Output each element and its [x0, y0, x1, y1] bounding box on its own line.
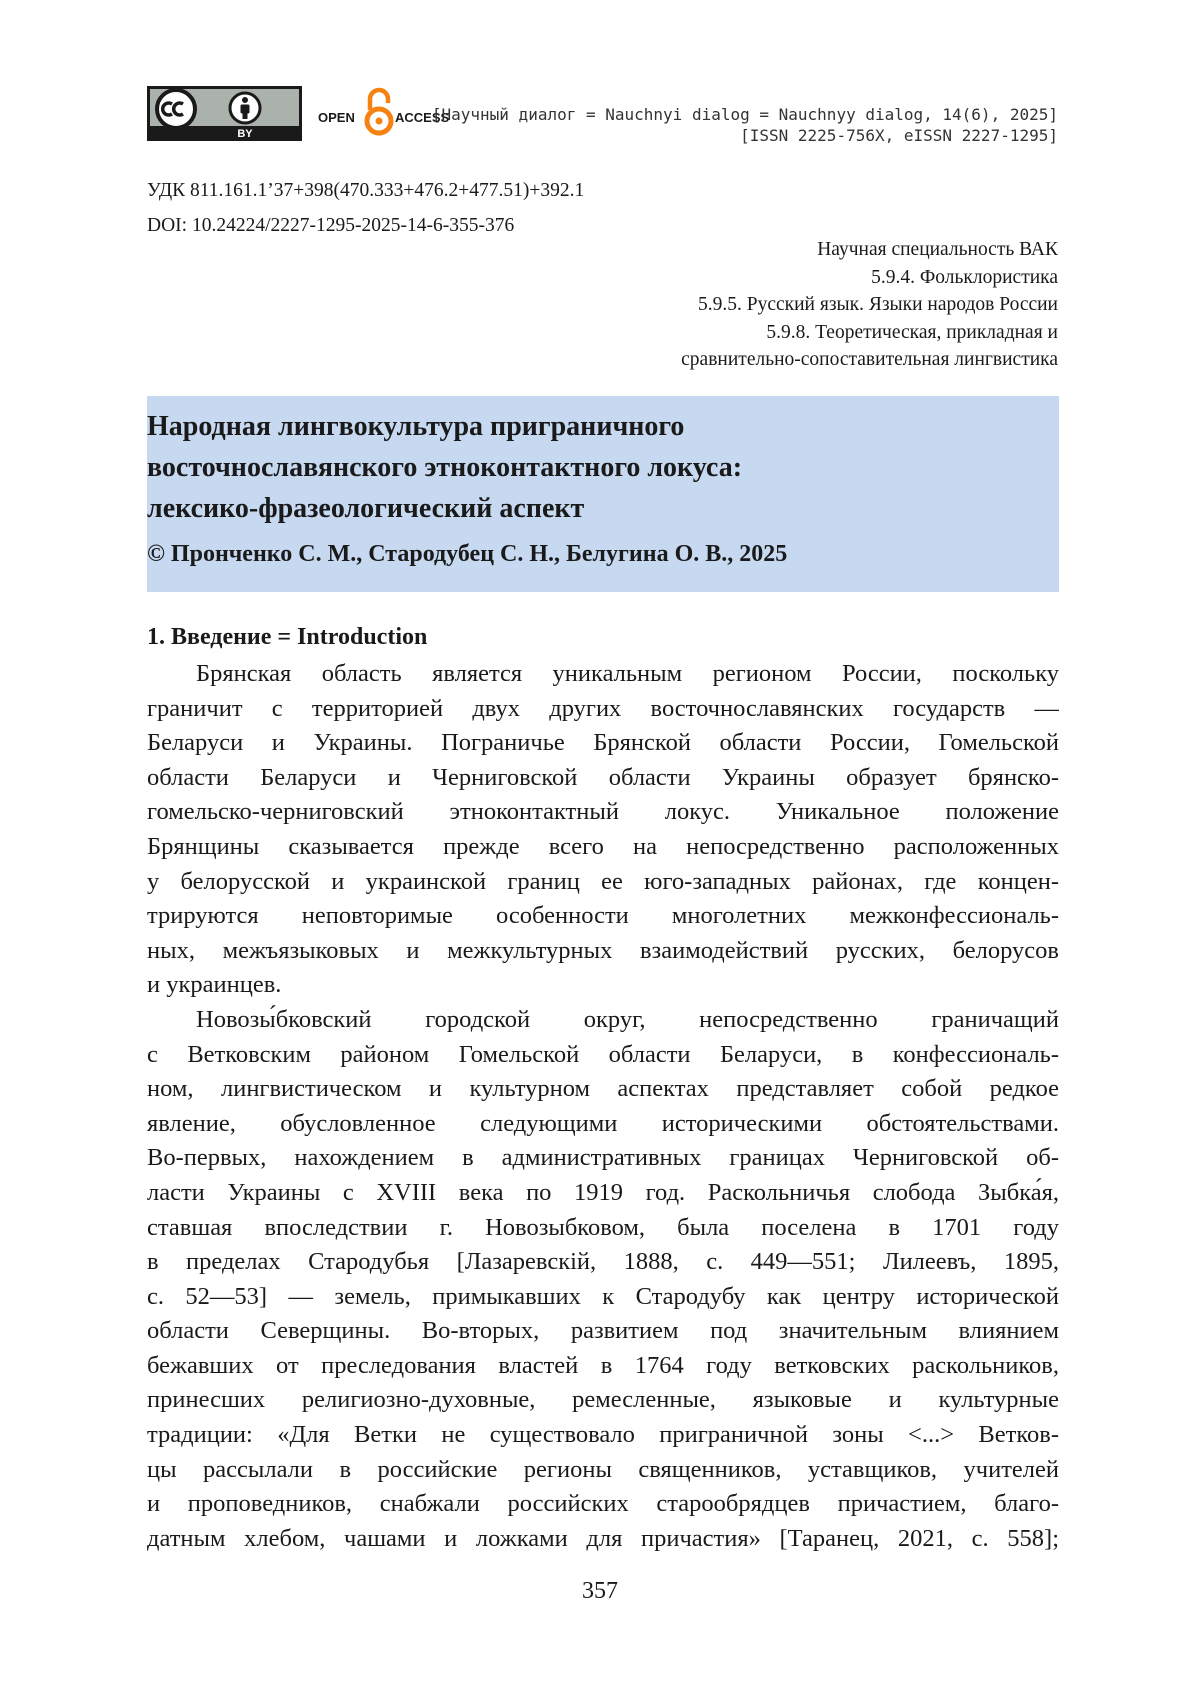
text-line: явление, обусловленное следующими историческими обстоятельствами.	[147, 1109, 1059, 1137]
article-title-line: Народная лингвокультура приграничного	[147, 411, 685, 442]
text-line: Новозы́бковский городской округ, непосредственно граничащий	[196, 1005, 1059, 1033]
text-line: ных, межъязыковых и межкультурных взаимодействий русских, белорусов	[147, 936, 1059, 964]
cc-by-license-badge	[147, 86, 302, 141]
section-heading: 1. Введение = Introduction	[147, 624, 428, 650]
by-person-icon	[230, 93, 260, 123]
cc-icon	[157, 90, 195, 128]
text-line: области Северщины. Во-вторых, развитием под значительным влиянием	[147, 1317, 1059, 1345]
specialty-line: 5.9.8. Теоретическая, прикладная и	[766, 321, 1058, 343]
text-line: Брянская область является уникальным регионом России, поскольку	[196, 660, 1059, 687]
doi: DOI: 10.24224/2227-1295-2025-14-6-355-376	[147, 215, 515, 236]
text-line: с. 52—53] — земель, примыкавших к Стародубу как центру исторической	[147, 1282, 1059, 1310]
open-access-right-text: ACCESS	[395, 110, 450, 125]
text-line: гомельско-черниговский этноконтактный локус. Уникальное положение	[147, 798, 1059, 826]
text-line: в пределах Стародубья [Лазаревскій, 1888, с. 449—551; Лилеевъ, 1895,	[147, 1248, 1059, 1276]
article-title-line: лексико-фразеологический аспект	[147, 493, 585, 524]
text-line: ласти Украины с XVIII века по 1919 год. Раскольничья слобода Зыбка́я,	[147, 1178, 1059, 1206]
text-line: трируются неповторимые особенности многолетних межконфессиональ-	[147, 902, 1059, 930]
text-line: бежавших от преследования властей в 1764 году ветковских раскольников,	[147, 1351, 1059, 1379]
vak-specialty	[458, 236, 1058, 374]
text-line: ном, лингвистическом и культурном аспектах представляет собой редкое	[147, 1075, 1059, 1103]
specialty-line: сравнительно-сопоставительная лингвистика	[681, 349, 1058, 370]
text-line: традиции: «Для Ветки не существовало приграничной зоны <...> Ветков-	[147, 1421, 1059, 1449]
text-line: у белорусской и украинской границ ее юго-западных районах, где концен-	[147, 867, 1059, 895]
specialty-line: 5.9.5. Русский язык. Языки народов России	[697, 294, 1058, 315]
journal-title-line: [Научный диалог = Nauchnyi dialog = Nauchnyy dialog, 14(6), 2025]	[431, 105, 1058, 124]
body-text	[147, 657, 1059, 1556]
text-line: и проповедников, снабжали российских старообрядцев причастием, благо-	[147, 1490, 1059, 1518]
specialty-line: Научная специальность ВАК	[817, 239, 1058, 260]
text-line: датным хлебом, чашами и ложками для причастия» [Таранец, 2021, с. 558];	[147, 1524, 1059, 1552]
article-authors: © Пронченко С. М., Стародубец С. Н., Белугина О. В., 2025	[147, 541, 788, 567]
open-access-left-text: OPEN	[318, 110, 355, 125]
text-line: ставшая впоследствии г. Новозыбковом, была поселена в 1701 году	[147, 1213, 1059, 1241]
text-line: Беларуси и Украины. Пограничье Брянской области России, Гомельской	[147, 729, 1059, 757]
text-line: граничит с территорией двух других восточнославянских государств —	[147, 694, 1059, 722]
classification-block	[147, 173, 584, 243]
udc-code: УДК 811.161.1’37+398(470.333+476.2+477.51)+392.1	[147, 180, 585, 201]
text-line: цы рассылали в российские регионы священников, уставщиков, учителей	[147, 1455, 1059, 1483]
journal-citation	[418, 104, 1058, 146]
open-lock-icon	[367, 90, 391, 133]
text-line: принесших религиозно-духовные, ремесленные, языковые и культурные	[147, 1386, 1059, 1414]
page-number: 357	[582, 1578, 618, 1604]
title-block	[147, 396, 1059, 592]
text-line: с Ветковским районом Гомельской области Беларуси, в конфессиональ-	[147, 1040, 1059, 1068]
specialty-line: 5.9.4. Фольклористика	[871, 266, 1058, 288]
journal-issn-line: [ISSN 2225-756X, eISSN 2227-1295]	[740, 126, 1058, 145]
text-line: Брянщины сказывается прежде всего на непосредственно расположенных	[147, 832, 1059, 860]
cc-by-label: BY	[237, 128, 253, 140]
text-line: области Беларуси и Черниговской области Украины образует брянско-	[147, 763, 1059, 791]
text-line: Во-первых, нахождением в административных границах Черниговской об-	[147, 1144, 1059, 1172]
article-title-line: восточнославянского этноконтактного локуса:	[147, 452, 743, 483]
text-line: и украинцев.	[147, 971, 282, 999]
